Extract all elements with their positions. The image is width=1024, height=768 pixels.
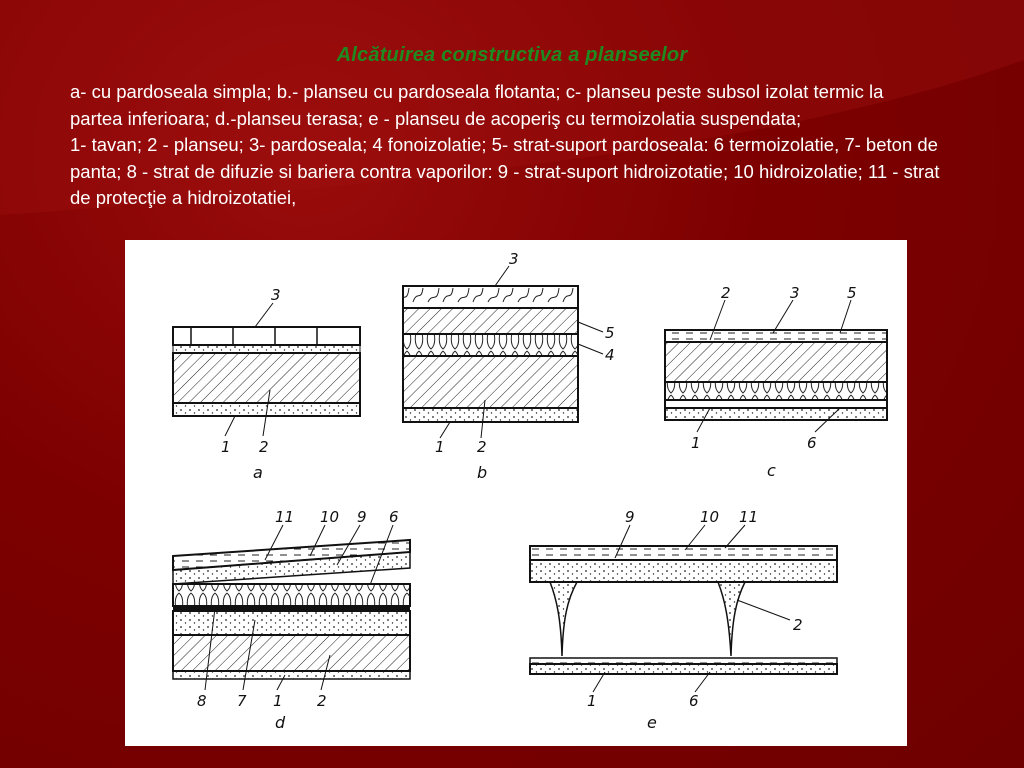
caption-variants: a- cu pardoseala simpla; b.- planseu cu pardoseala flotanta; c- planseu peste subsol izolat termic la partea inferioara; d.-planseu terasa; e - planseu de acoperiş cu termoizolatia suspendata; — [70, 81, 884, 129]
caption-legend: 1- tavan; 2 - planseu; 3- pardoseala; 4 fonoizolatie; 5- strat-suport pardoseala: 6 termoizolatie, 7- beton de panta; 8 - strat de difuzie si bariera contra vaporilor: 9 - strat-suport hidroizotatie; 10 hidroizolatie; 11 - strat de protecţie a hidroizotatiei, — [70, 134, 940, 208]
floor-sections-figure — [125, 240, 907, 746]
label-1: 1 — [273, 692, 283, 710]
label-10: 10 — [700, 508, 720, 526]
label-3: 3 — [271, 286, 281, 304]
label-2: 2 — [259, 438, 269, 456]
label-11: 11 — [739, 508, 759, 526]
label-2: 2 — [721, 284, 731, 302]
panel-letter-d: d — [275, 713, 286, 732]
label-4: 4 — [605, 346, 615, 364]
panel-letter-c: c — [767, 461, 776, 480]
panel-b — [403, 250, 615, 482]
label-1: 1 — [435, 438, 445, 456]
label-3: 3 — [509, 250, 519, 268]
label-8: 8 — [197, 692, 207, 710]
panel-letter-e: e — [647, 713, 657, 732]
label-1: 1 — [587, 692, 597, 710]
label-3: 3 — [790, 284, 800, 302]
label-7: 7 — [237, 692, 247, 710]
slide-title: Alcătuirea constructiva a planseelor — [336, 44, 688, 66]
panel-letter-a: a — [253, 463, 263, 482]
label-2: 2 — [477, 438, 487, 456]
panel-e — [530, 508, 837, 732]
label-6: 6 — [689, 692, 699, 710]
panel-d — [173, 508, 410, 732]
label-2: 2 — [317, 692, 327, 710]
label-10: 10 — [320, 508, 340, 526]
slide-caption — [70, 79, 940, 212]
panel-a — [173, 286, 360, 482]
label-2: 2 — [793, 616, 803, 634]
label-1: 1 — [691, 434, 701, 452]
label-6: 6 — [807, 434, 817, 452]
label-5: 5 — [605, 324, 615, 342]
label-9: 9 — [357, 508, 367, 526]
label-5: 5 — [847, 284, 857, 302]
label-6: 6 — [389, 508, 399, 526]
panel-letter-b: b — [477, 463, 488, 482]
label-9: 9 — [625, 508, 635, 526]
panel-c — [665, 284, 887, 480]
label-11: 11 — [275, 508, 295, 526]
label-1: 1 — [221, 438, 231, 456]
